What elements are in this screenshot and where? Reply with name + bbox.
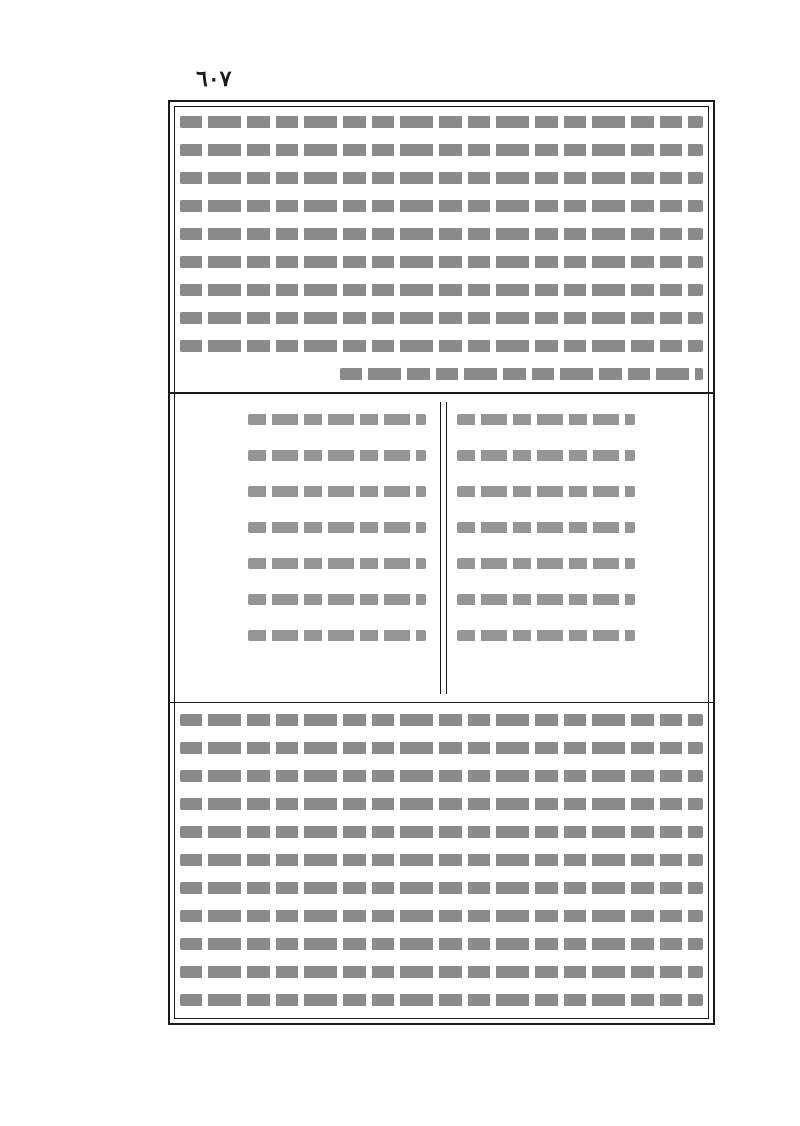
- verse-line: [248, 630, 426, 641]
- text-line: [180, 714, 703, 726]
- verse-column-rule: [446, 402, 447, 694]
- page-number: ٦٠٧: [196, 66, 232, 92]
- text-line: [180, 284, 703, 296]
- text-line: [180, 826, 703, 838]
- verse-line: [248, 558, 426, 569]
- top-prose-block: [180, 116, 703, 386]
- verse-line: [248, 522, 426, 533]
- page-frame: [168, 100, 715, 1025]
- text-line: [180, 770, 703, 782]
- verse-line: [248, 486, 426, 497]
- verse-line: [248, 594, 426, 605]
- verse-column-rule: [440, 402, 441, 694]
- verse-column-left: [242, 402, 432, 694]
- section-divider: [170, 392, 713, 394]
- text-line: [180, 312, 703, 324]
- text-line: [180, 116, 703, 128]
- text-line: [180, 910, 703, 922]
- verse-line: [248, 414, 426, 425]
- verse-line: [457, 414, 635, 425]
- verse-line: [457, 594, 635, 605]
- text-line: [180, 854, 703, 866]
- verse-line: [457, 630, 635, 641]
- verse-line: [457, 522, 635, 533]
- text-line: [180, 200, 703, 212]
- text-line: [340, 368, 703, 380]
- bottom-prose-block: [180, 714, 703, 1014]
- text-line: [180, 966, 703, 978]
- text-line: [180, 144, 703, 156]
- text-line: [180, 938, 703, 950]
- text-line: [180, 994, 703, 1006]
- text-line: [180, 798, 703, 810]
- verse-line: [248, 450, 426, 461]
- verse-column-right: [451, 402, 641, 694]
- text-line: [180, 742, 703, 754]
- verse-line: [457, 450, 635, 461]
- verse-line: [457, 558, 635, 569]
- text-line: [180, 340, 703, 352]
- verse-line: [457, 486, 635, 497]
- text-line: [180, 256, 703, 268]
- section-divider: [170, 702, 713, 703]
- text-line: [180, 172, 703, 184]
- text-line: [180, 882, 703, 894]
- text-line: [180, 228, 703, 240]
- verse-box: [242, 402, 641, 694]
